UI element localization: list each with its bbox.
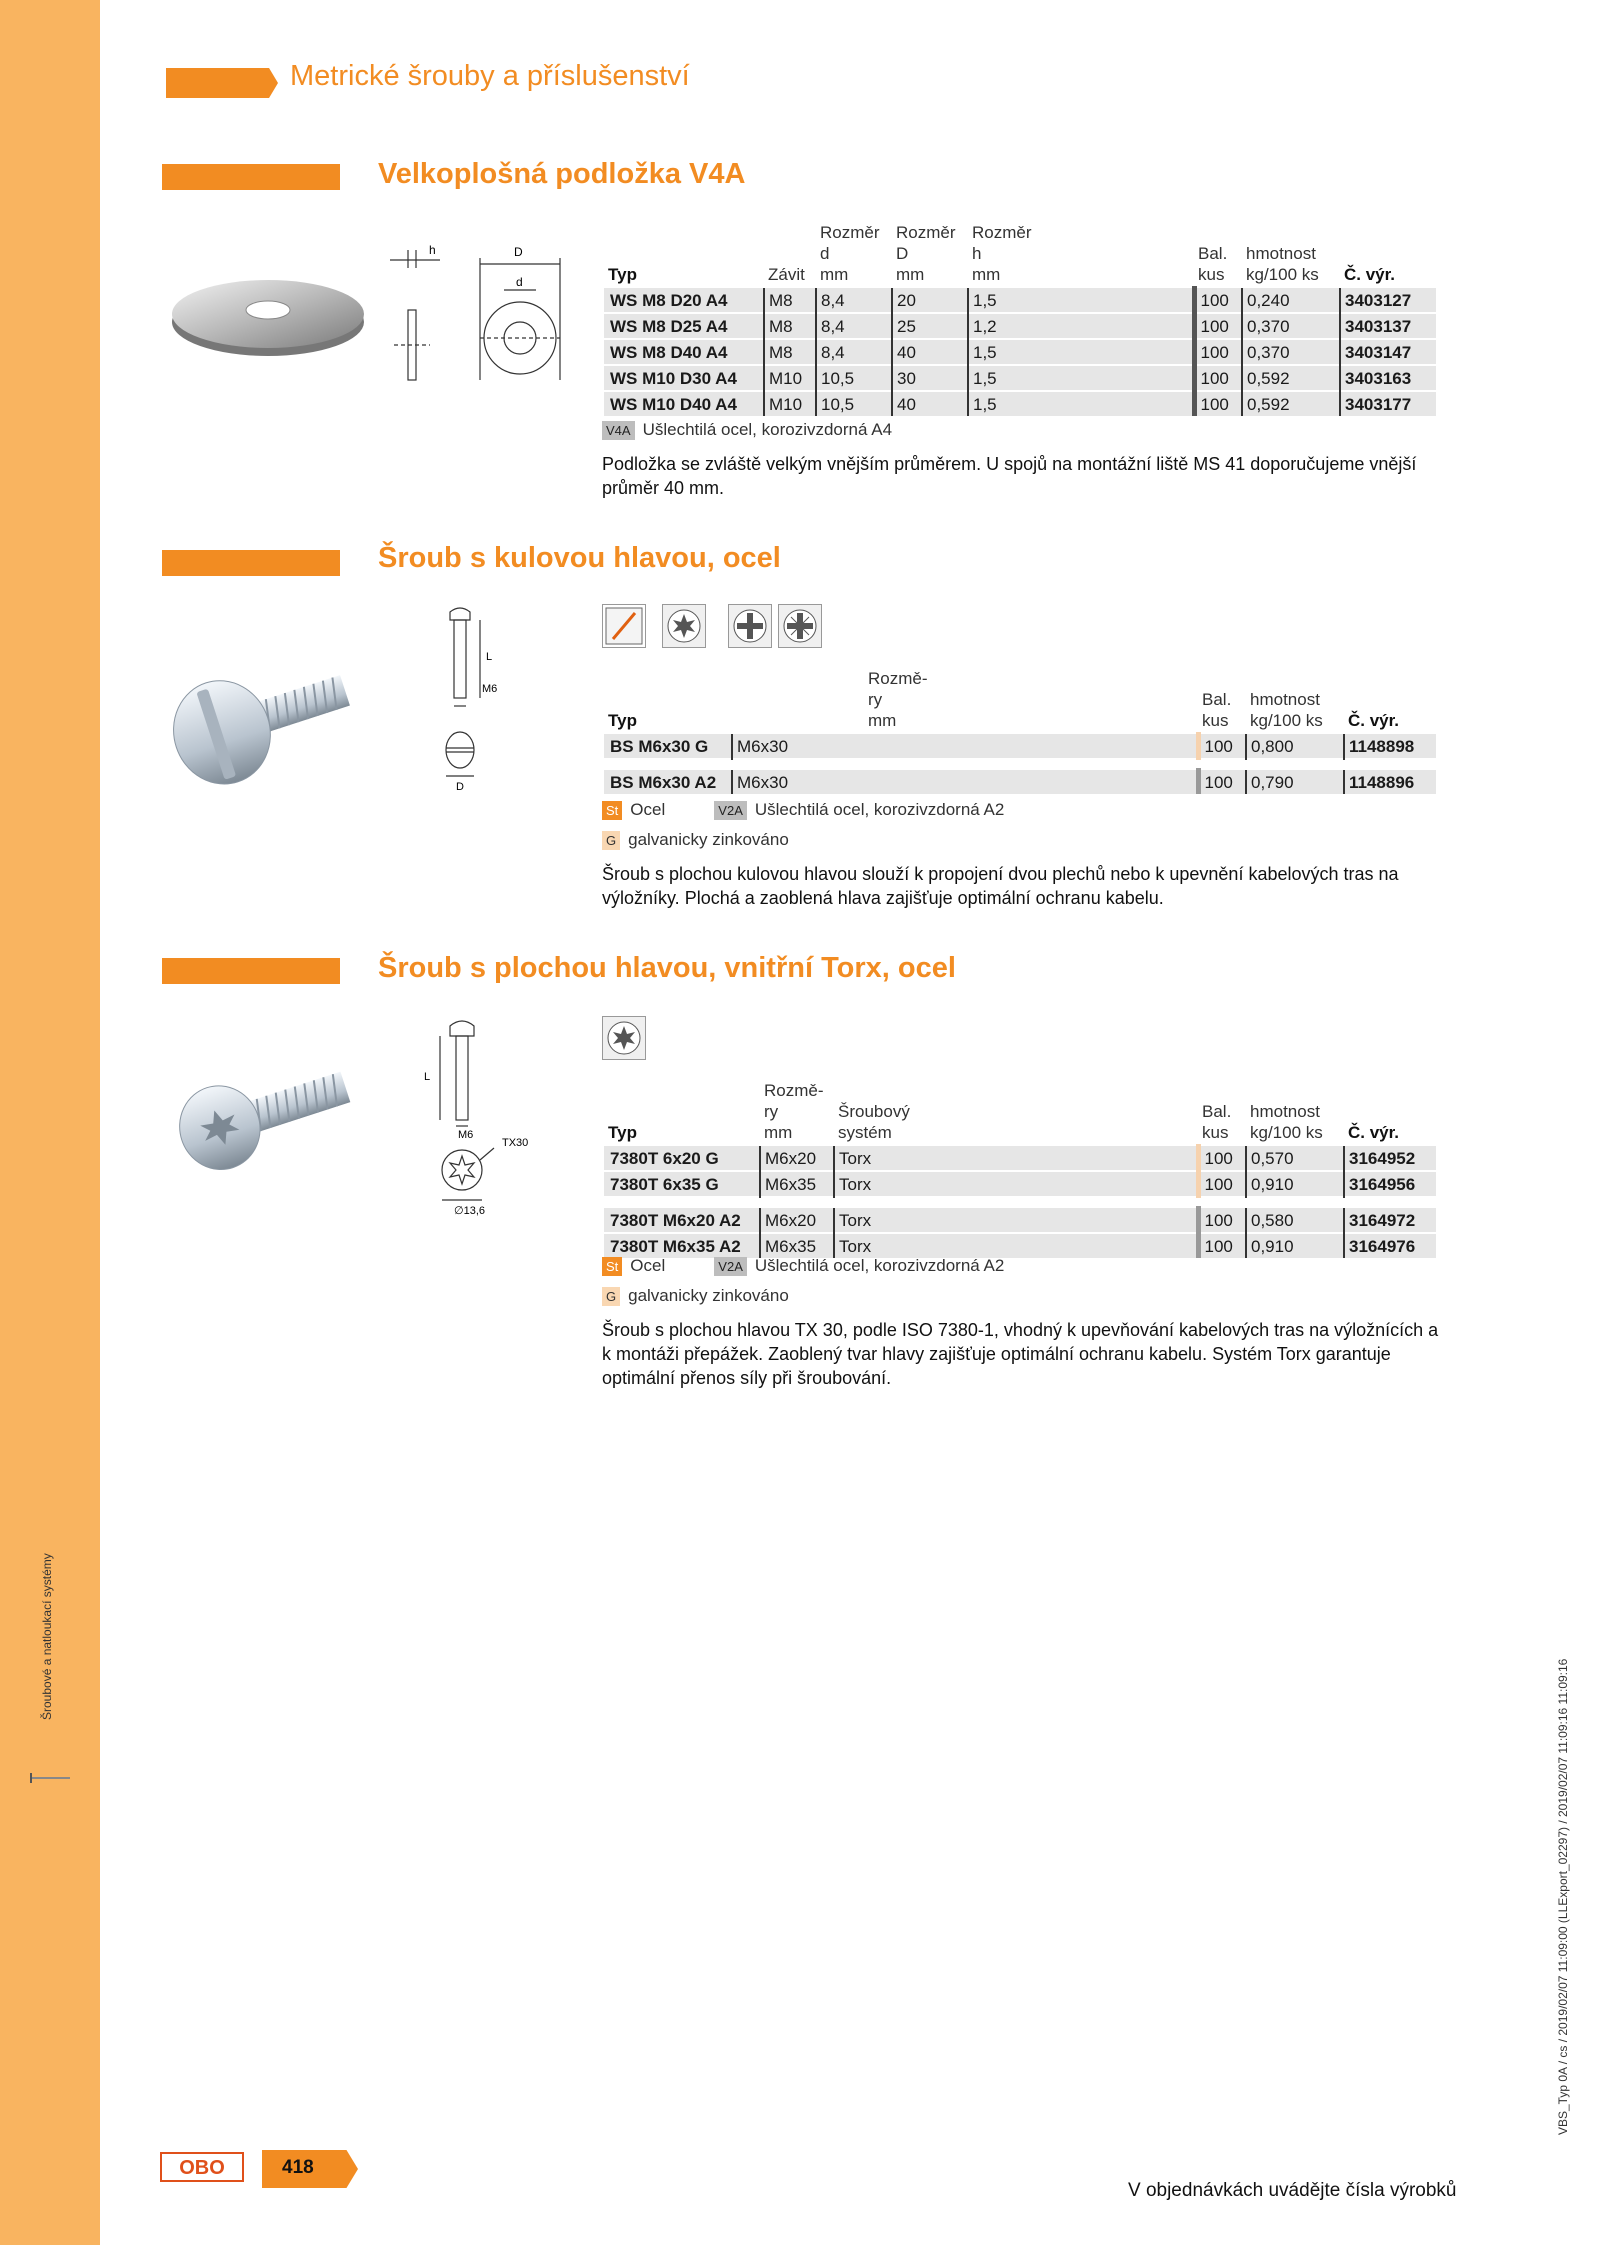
torx-screw-drawing <box>410 1010 560 1220</box>
spec-table-ball-head: Typ Rozmě- ry mm Bal. kus hmotnost kg/100 ks Č. výr. BS M6x30 G M6x30 100 0,800 1148898 BS M6x30 A2 M6x30 100 0,790 1148896 <box>604 668 1436 794</box>
header-tab <box>166 68 278 98</box>
label-L: L <box>486 651 493 663</box>
section-bar <box>162 550 340 576</box>
finish-legend <box>602 830 789 850</box>
screw-photo <box>160 640 360 800</box>
logo-text: OBO <box>179 2157 225 2179</box>
table-row: 7380T M6x20 A2 M6x20 Torx 100 0,580 3164972 <box>604 1207 1436 1233</box>
spec-table-washer: Typ Závit Rozměr d mm Rozměr D mm Rozměr h mm Bal. kus hmotnost kg/100 ks Č. výr. WS M8 D20 A4 M8 8,4 20 1,5 100 0,240 3403127 WS M8 D25 A4 M8 8,4 25 1,2 100 0,370 3403137 WS M8 D40 A4 M8 8,4 40 1,5 100 0,370 3403147 WS M10 D30 A4 M10 10,5 30 1,5 100 0,592 3403163 WS M10 D40 A4 M10 10,5 40 1,5 100 0,592 3403177 <box>604 222 1436 416</box>
table-row: WS M10 D30 A4 M10 10,5 30 1,5 100 0,592 3403163 <box>604 365 1436 391</box>
finish-text: galvanicky zinkováno <box>628 1286 789 1305</box>
material-legend <box>602 420 892 440</box>
screw-drawing <box>420 600 530 800</box>
sidebar-marker <box>30 1777 70 1779</box>
material-tag: St <box>602 1257 622 1276</box>
label-D: D <box>514 245 523 259</box>
table-row: BS M6x30 G M6x30 100 0,800 1148898 <box>604 733 1436 759</box>
table-row: WS M10 D40 A4 M10 10,5 40 1,5 100 0,592 3403177 <box>604 391 1436 416</box>
product-description: Podložka se zvláště velkým vnějším průměrem. U spojů na montážní liště MS 41 doporučujeme vnější průměr 40 mm. <box>602 454 1417 498</box>
left-margin-band <box>0 0 100 2245</box>
footer-note: V objednávkách uvádějte čísla výrobků <box>1128 2180 1457 2201</box>
section-title: Velkoplošná podložka V4A <box>378 158 746 190</box>
material-text: Ocel <box>630 1256 666 1275</box>
page-title: Metrické šrouby a příslušenství <box>290 60 690 92</box>
material-legend <box>602 1256 1004 1276</box>
material-text: Ušlechtilá ocel, korozivzdorná A4 <box>642 420 893 439</box>
material-tag: V2A <box>714 1257 747 1276</box>
washer-drawing <box>380 240 580 390</box>
finish-tag: G <box>602 831 620 850</box>
section-bar <box>162 164 340 190</box>
flow-drill-icon <box>602 604 646 648</box>
table-row: WS M8 D40 A4 M8 8,4 40 1,5 100 0,370 3403147 <box>604 339 1436 365</box>
table-row: 7380T M6x35 A2 M6x35 Torx 100 0,910 3164976 <box>604 1233 1436 1258</box>
torx-icon <box>602 1016 646 1060</box>
torx-icon <box>662 604 706 648</box>
table-row: WS M8 D25 A4 M8 8,4 25 1,2 100 0,370 3403137 <box>604 313 1436 339</box>
product-description: Šroub s plochou hlavou TX 30, podle ISO 7380-1, vhodný k upevňování kabelových tras na výložnících a k montáži přepážek. Zaoblený tvar hlavy zajišťuje optimální ochranu kabelu. Systém Torx garantuje optimální přenos síly při šroubování. <box>602 1320 1439 1388</box>
material-legend <box>602 800 1004 820</box>
label-D: ∅13,6 <box>454 1205 485 1217</box>
table-row: 7380T 6x35 G M6x35 Torx 100 0,910 3164956 <box>604 1171 1436 1197</box>
finish-text: galvanicky zinkováno <box>628 830 789 849</box>
label-L: L <box>424 1071 431 1083</box>
material-text: Ocel <box>630 800 666 819</box>
product-description: Šroub s plochou kulovou hlavou slouží k propojení dvou plechů nebo k upevnění kabelových tras na výložníky. Plochá a zaoblená hlava zajišťuje optimální ochranu kabelu. <box>602 864 1399 908</box>
page-number: 418 <box>282 2157 314 2178</box>
material-tag: V4A <box>602 421 635 440</box>
label-d: d <box>516 275 523 289</box>
print-info: VBS_Typ 0A / cs / 2019/02/07 11:09:00 (LLExport_02297) / 2019/02/07 11:09:16 11:09:16 <box>1556 1658 1570 2135</box>
pozidriv-icon <box>778 604 822 648</box>
label-M: M6 <box>482 683 498 695</box>
section-title: Šroub s plochou hlavou, vnitřní Torx, ocel <box>378 952 956 984</box>
table-row: WS M8 D20 A4 M8 8,4 20 1,5 100 0,240 3403127 <box>604 287 1436 313</box>
finish-tag: G <box>602 1287 620 1306</box>
sidebar-category: Šroubové a natloukací systémy <box>40 1553 54 1720</box>
material-tag: V2A <box>714 801 747 820</box>
phillips-icon <box>728 604 772 648</box>
label-TX: TX30 <box>502 1137 529 1149</box>
table-row: 7380T 6x20 G M6x20 Torx 100 0,570 3164952 <box>604 1145 1436 1171</box>
label-M: M6 <box>458 1129 474 1141</box>
section-bar <box>162 958 340 984</box>
label-D: D <box>456 781 464 793</box>
spec-table-torx: Typ Rozmě- ry mm Šroubový systém Bal. kus hmotnost kg/100 ks Č. výr. 7380T 6x20 G M6x20 Torx 100 0,570 3164952 7380T 6x35 G M6x35 Torx 100 0,910 3164956 7380T M6x20 A2 M6x20 Torx 100 0,580 3164972 7380T M6x35 A2 M6x35 Torx 100 0,910 3164976 <box>604 1080 1436 1258</box>
washer-photo <box>168 270 368 360</box>
torx-screw-photo <box>162 1040 362 1190</box>
material-text: Ušlechtilá ocel, korozivzdorná A2 <box>754 1256 1005 1275</box>
material-tag: St <box>602 801 622 820</box>
obo-logo <box>160 2152 244 2182</box>
label-h: h <box>429 243 436 257</box>
table-row: BS M6x30 A2 M6x30 100 0,790 1148896 <box>604 769 1436 794</box>
finish-legend <box>602 1286 789 1306</box>
material-text: Ušlechtilá ocel, korozivzdorná A2 <box>754 800 1005 819</box>
section-title: Šroub s kulovou hlavou, ocel <box>378 542 781 574</box>
